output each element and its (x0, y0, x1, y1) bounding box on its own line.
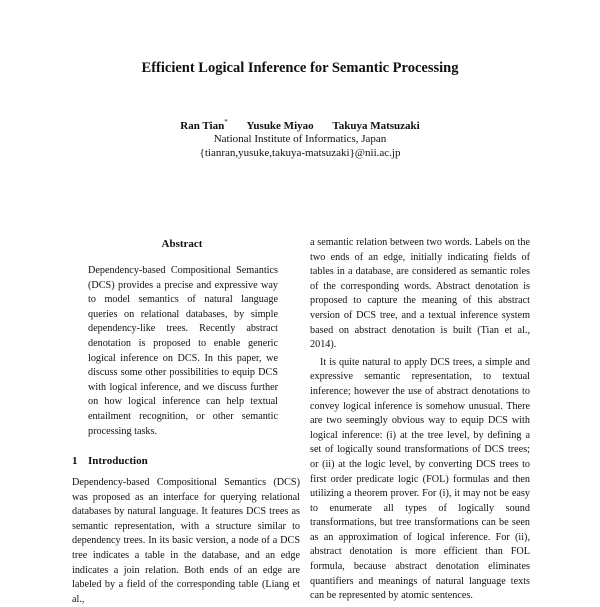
abstract-text: Dependency-based Compositional Semantics (DCS) provides a precise and expressive way to model semantics of natural language queries on relational databases, by simple dependency-like trees. Recently abstract denotation is proposed to enable generic logical inference on DCS. In this paper, we discuss some other possibilities to equip DCS with logical inference, and we discuss further on how logical inference can help textual entailment recognition, or other semantic processing tasks. (88, 265, 278, 437)
paragraph-continued: a semantic relation between two words. Labels on the two ends of an edge, initially indicating fields of tables in a database, are considered as semantic roles of the corresponding words. Abstract denotation is proposed to capture the meaning of this abstract version of DCS tree, and a textual inference system based on abstract denotation is built (Tian et al., 2014). (310, 237, 530, 351)
introduction-text: Dependency-based Compositional Semantics (DCS) was proposed as an interface for querying relational databases by natural language. It features DCS trees as semantic representation, with a structure similar to dependency trees. In its basic version, a node of a DCS tree indicates a table in the database, and an edge indicates a join relation. Both ends of an edge are labeled by a field of the corresponding table (Liang et al., (72, 477, 300, 605)
section-heading-introduction (72, 455, 302, 467)
paragraph: It is quite natural to apply DCS trees, a simple and expressive semantic representation, to textual inference; however the use of abstract denotations to convey logical inference is somehow unusual. There are two seemingly obvious way to equip DCS with logical inference: (i) at the tree level, by defining a set of logically sound transformations of DCS trees; or (ii) at the logic level, by converting DCS trees to first order predicate logic (FOL) formulas and then utilizing a theorem prover. For (i), it may not be easy to enumerate all types of logically sound transformations, but tree transformations can be seen as an approximation of logical inference. For (ii), abstract denotation is more efficient than FOL formula, because abstract denotation eliminates quantifiers and meanings of natural language texts can be represented by atomic sentences. (310, 356, 530, 602)
author-2: Yusuke Miyao (246, 119, 314, 132)
author-3: Takuya Matsuzaki (332, 119, 420, 132)
section-number: 1 (72, 455, 78, 467)
affiliation: National Institute of Informatics, Japan (213, 133, 387, 145)
right-column (310, 236, 530, 604)
abstract-heading: Abstract (161, 238, 203, 250)
paper-title: Efficient Logical Inference for Semantic Processing (141, 60, 459, 76)
author-1: Ran Tian* (180, 118, 228, 132)
section-title: Introduction (88, 455, 148, 467)
author-footnote-mark: * (224, 118, 228, 126)
author-list (0, 118, 600, 132)
email: {tianran,yusuke,takuya-matsuzaki}@nii.ac.jp (199, 147, 401, 159)
